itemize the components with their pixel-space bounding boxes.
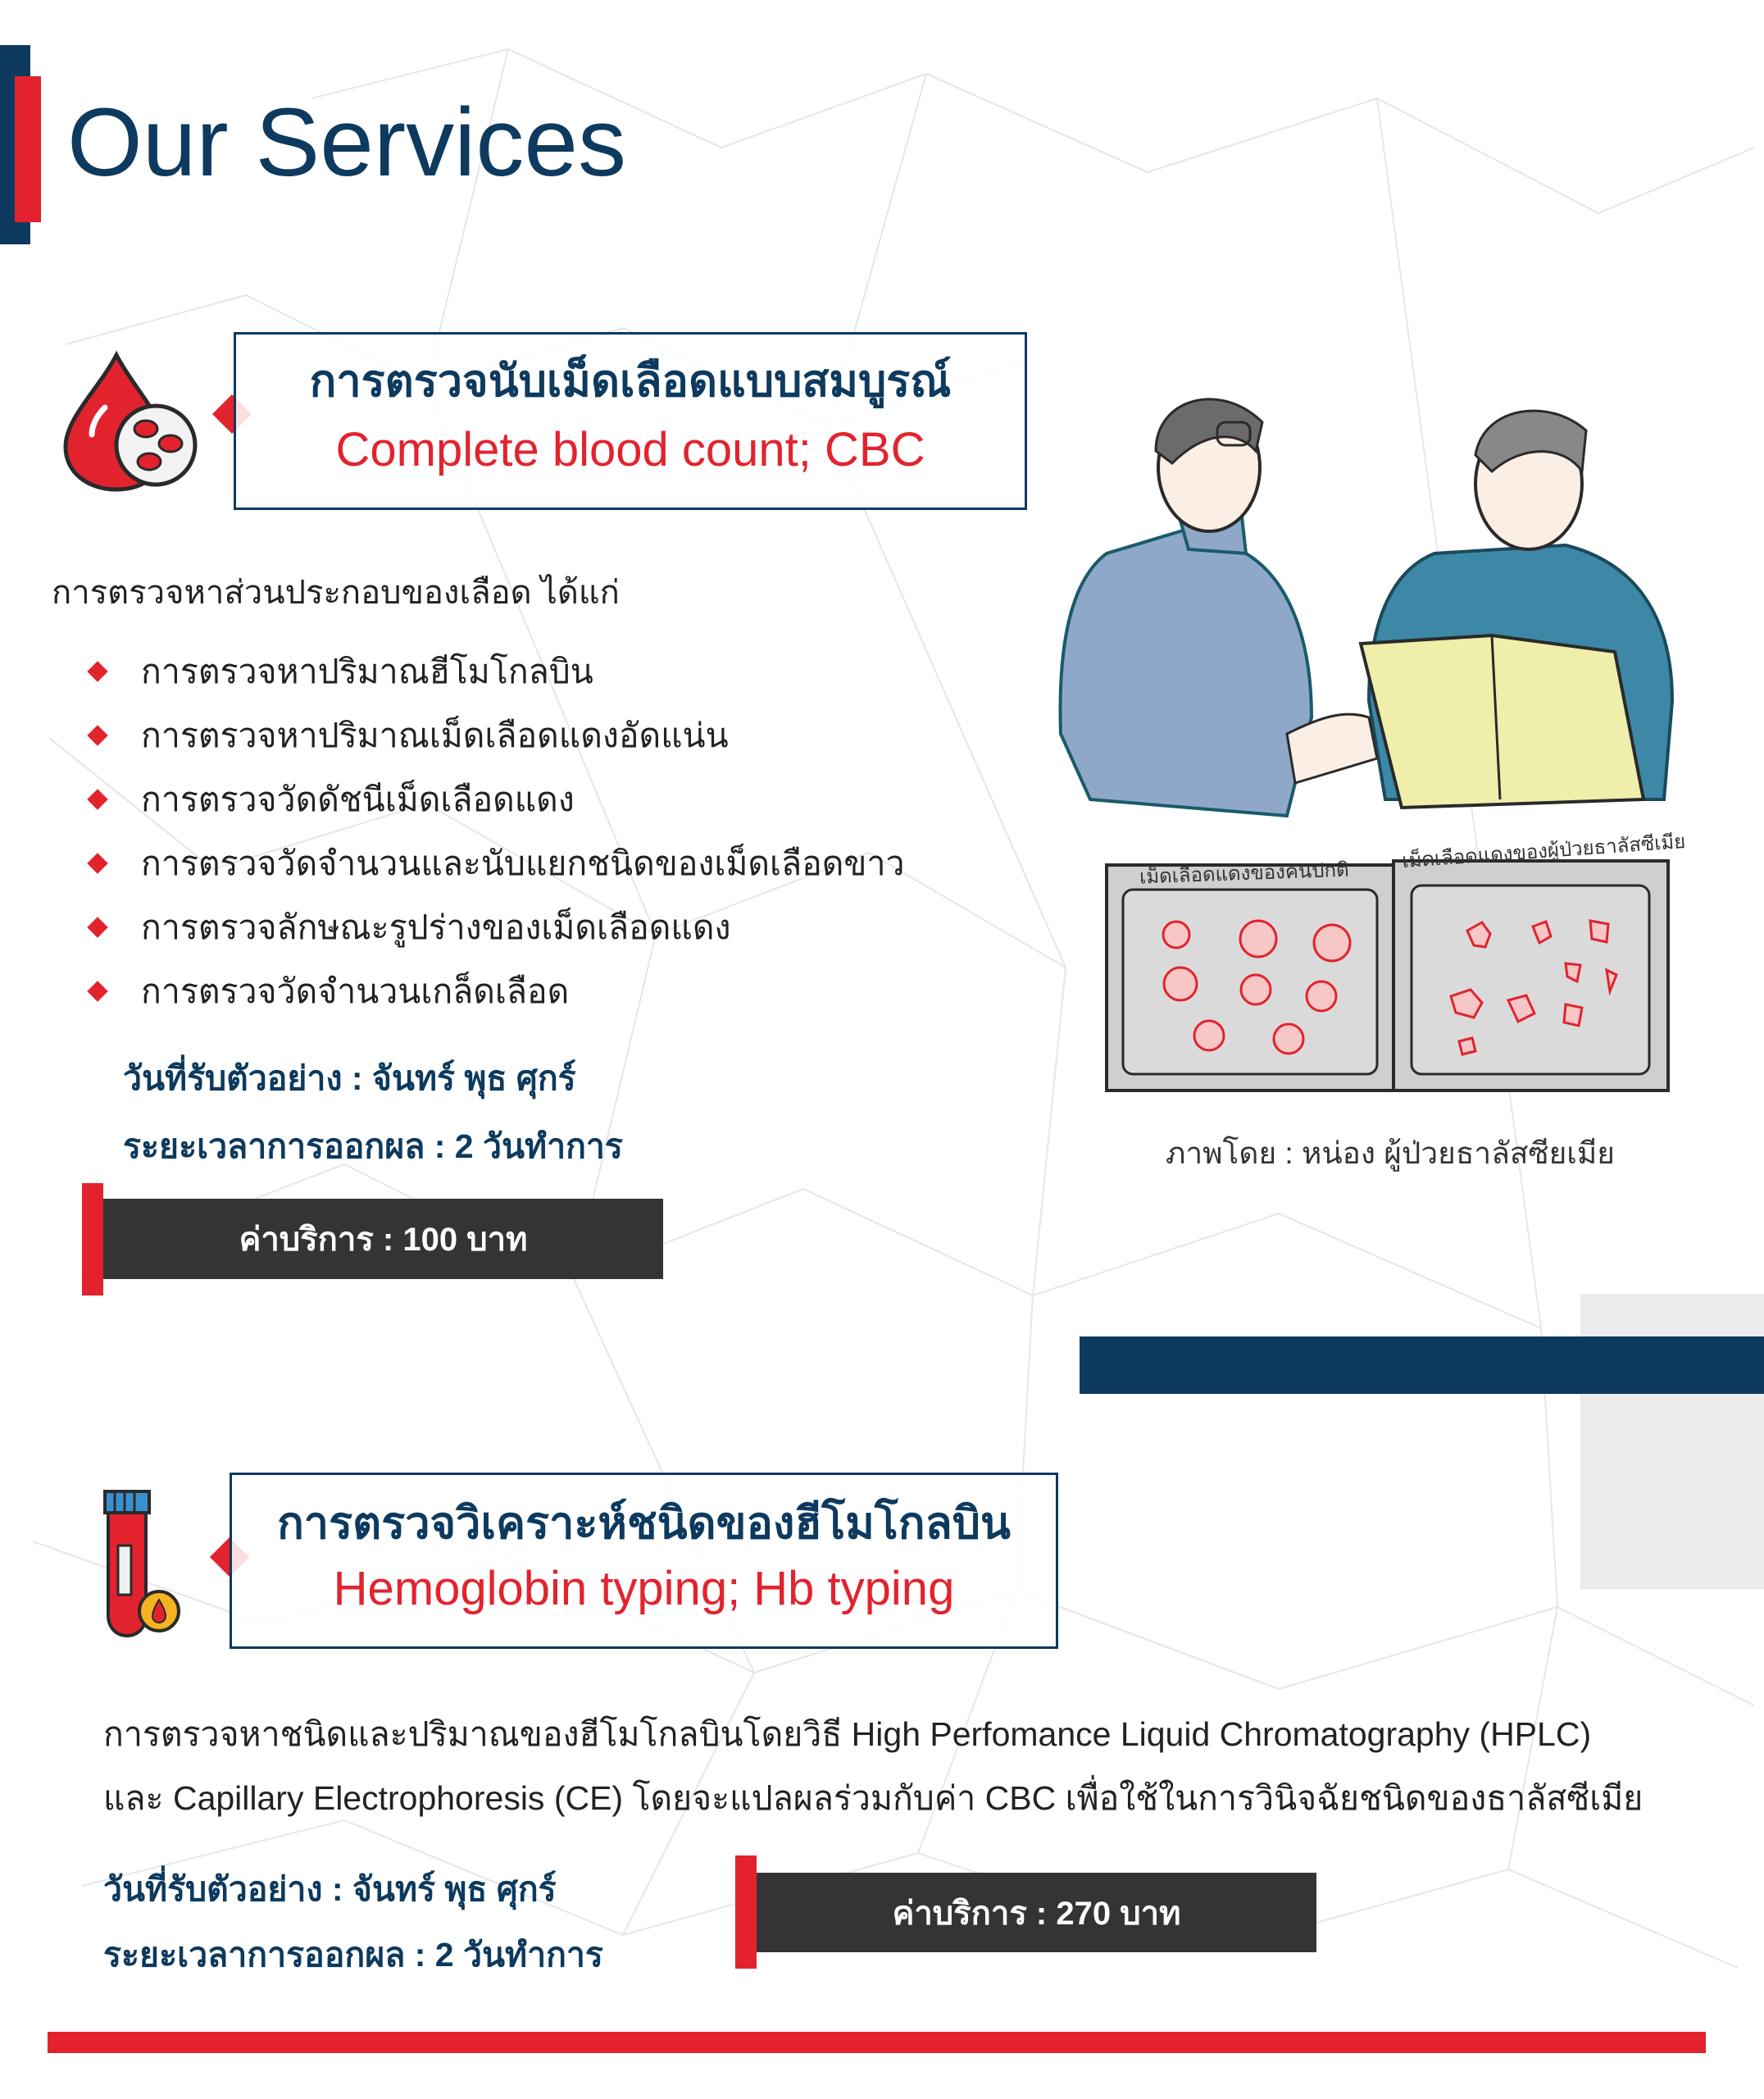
service2-description-line1: การตรวจหาชนิดและปริมาณของฮีโมโกลบินโดยวิธี High Perfomance Liquid Chromatography (HPLC) (103, 1715, 1592, 1753)
service2-title-th: การตรวจวิเคราะห์ชนิดของฮีโมโกลบิน (277, 1499, 1011, 1548)
service1-test-list (82, 640, 905, 1023)
bullet-diamond (87, 725, 107, 745)
price-accent-bar (735, 1855, 757, 1969)
service2-turnaround: ระยะเวลาการออกผล : 2 วันทำการ (103, 1936, 603, 1974)
list-item: การตรวจวัดจำนวนและนับแยกชนิดของเม็ดเลือดขาว (82, 831, 902, 895)
service1-turnaround: ระยะเวลาการออกผล : 2 วันทำการ (123, 1127, 623, 1165)
list-item: การตรวจหาปริมาณฮีโมโกลบิน (82, 640, 902, 703)
footer-red-bar (48, 2032, 1706, 2053)
list-item: การตรวจวัดดัชนีเม็ดเลือดแดง (82, 767, 902, 831)
service1-title-th: การตรวจนับเม็ดเลือดแบบสมบูรณ์ (309, 357, 952, 406)
bullet-diamond (87, 661, 107, 681)
bullet-diamond (87, 917, 107, 937)
list-item: การตรวจวัดจำนวนเกล็ดเลือด (82, 959, 902, 1023)
blood-drop-cells-icon (57, 348, 201, 492)
service1-sample-days: วันที่รับตัวอย่าง : จันทร์ พุธ ศุกร์ (123, 1059, 576, 1097)
bullet-diamond (87, 853, 107, 873)
slide-label-normal: เม็ดเลือดแดงของคนปกติ (1139, 858, 1350, 889)
page-title: Our Services (67, 89, 626, 197)
slide-label-thalassemia: เม็ดเลือดแดงของผู้ป่วยธาลัสซีเมีย (1401, 830, 1687, 873)
service1-title-en: Complete blood count; CBC (335, 423, 925, 477)
service2-sample-days: วันที่รับตัวอย่าง : จันทร์ พุธ ศุกร์ (103, 1870, 557, 1908)
service2-price-box: ค่าบริการ : 270 บาท (757, 1873, 1316, 1952)
service1-heading-box (234, 332, 1027, 510)
service1-price-box: ค่าบริการ : 100 บาท (103, 1199, 663, 1279)
bullet-diamond (87, 789, 107, 809)
service1-lead-text: การตรวจหาส่วนประกอบของเลือด ได้แก่ (52, 575, 620, 611)
service2-description-line2: และ Capillary Electrophoresis (CE) โดยจะแปลผลร่วมกับค่า CBC เพื่อใช้ในการวินิจฉัยชนิดของธาลัสซีเมีย (103, 1779, 1644, 1817)
test-tube-icon (100, 1488, 182, 1640)
list-item: การตรวจหาปริมาณเม็ดเลือดแดงอัดแน่น (82, 703, 902, 767)
title-accent-red-bar (15, 76, 41, 222)
service2-title-en: Hemoglobin typing; Hb typing (333, 1562, 955, 1616)
illustration-doctor-patient (1041, 373, 1680, 1111)
section-divider-navy (1080, 1336, 1764, 1394)
bullet-diamond (87, 981, 107, 1001)
service2-heading-box (230, 1473, 1058, 1649)
price-accent-bar (82, 1183, 103, 1295)
list-item: การตรวจลักษณะรูปร่างของเม็ดเลือดแดง (82, 895, 902, 959)
illustration-caption: ภาพโดย : หน่อง ผู้ป่วยธาลัสซียเมีย (1166, 1136, 1615, 1170)
